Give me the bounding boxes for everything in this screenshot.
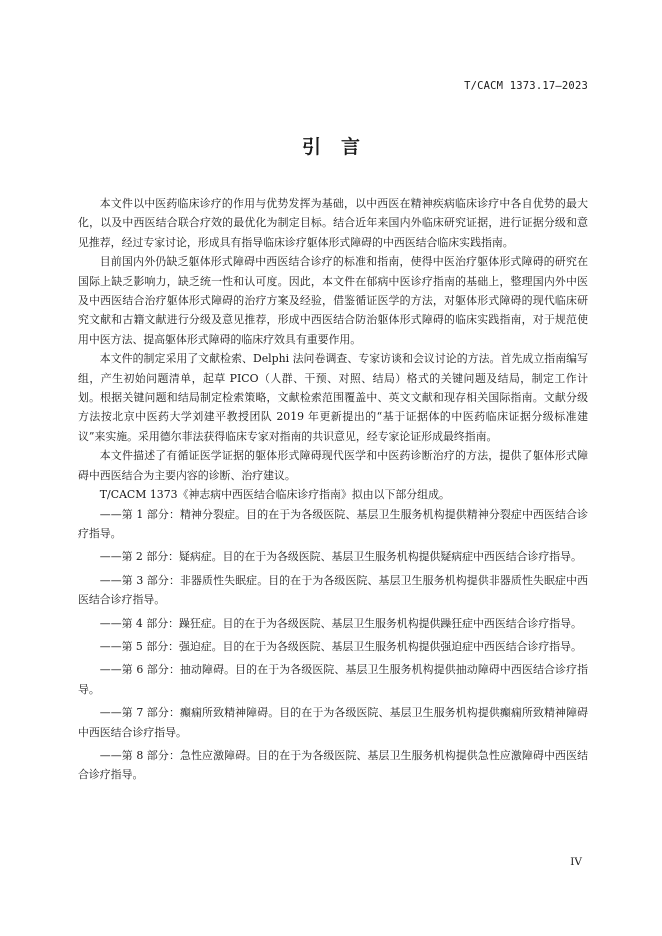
page-title: 引言 bbox=[301, 136, 380, 158]
list-item: ——第 1 部分：精神分裂症。目的在于为各级医院、基层卫生服务机构提供精神分裂症中西医结合诊疗指导。 bbox=[78, 507, 588, 540]
paragraph: 本文件描述了有循证医学证据的躯体形式障碍现代医学和中医药诊断治疗的方法，提供了躯体形式障碍中西医结合为主要内容的诊断、治疗建议。 bbox=[78, 449, 588, 482]
list-item: ——第 5 部分：强迫症。目的在于为各级医院、基层卫生服务机构提供强迫症中西医结合诊疗指导。 bbox=[99, 639, 582, 653]
list-item: ——第 3 部分：非器质性失眠症。目的在于为各级医院、基层卫生服务机构提供非器质性失眠症中西医结合诊疗指导。 bbox=[78, 573, 588, 607]
page-number: IV bbox=[570, 856, 582, 868]
document-code: T/CACM 1373.17—2023 bbox=[464, 80, 588, 92]
list-item: ——第 8 部分：急性应激障碍。目的在于为各级医院、基层卫生服务机构提供急性应激障碍中西医结合诊疗指导。 bbox=[78, 748, 588, 782]
list-item: ——第 2 部分：疑病症。目的在于为各级医院、基层卫生服务机构提供疑病症中西医结合诊疗指导。 bbox=[99, 550, 582, 564]
paragraph: T/CACM 1373《神志病中西医结合临床诊疗指南》拟由以下部分组成。 bbox=[99, 488, 450, 502]
list-item: ——第 4 部分：躁狂症。目的在于为各级医院、基层卫生服务机构提供躁狂症中西医结合诊疗指导。 bbox=[99, 616, 582, 630]
paragraph: 本文件的制定采用了文献检索、Delphi 法问卷调查、专家访谈和会议讨论的方法。首先成立指南编写组，产生初始问题清单，起草 PICO（人群、干预、对照、结局）格式的关键问题及结局，制定工作计划。根据关键问题和结局制定检索策略，文献检索范围覆盖中、英文文献和现存相关国际指南。文献分级方法按北京中医药大学刘建平教授团队 2019 年更新提出的“基于证据体的中医药临床证据分级标准建议”来实施。采用德尔菲法获得临床专家对指南的共识意见，经专家论证形成最终指南。 bbox=[78, 352, 588, 443]
paragraph: 目前国内外仍缺乏躯体形式障碍中西医结合诊疗的标准和指南，使得中医治疗躯体形式障碍的研究在国际上缺乏影响力，缺乏统一性和认可度。因此，本文件在郁病中医诊疗指南的基础上，整理国内外中医及中西医结合治疗躯体形式障碍的治疗方案及经验，借鉴循证医学的方法，对躯体形式障碍的现代临床研究文献和古籍文献进行分级及意见推荐，形成中西医结合防治躯体形式障碍的临床实践指南，对于规范使用中医方法、提高躯体形式障碍的临床疗效具有重要作用。 bbox=[78, 255, 588, 346]
document-body bbox=[78, 194, 588, 789]
parts-list bbox=[78, 505, 588, 785]
paragraph: 本文件以中医药临床诊疗的作用与优势发挥为基础，以中西医在精神疾病临床诊疗中各自优势的最大化，以及中西医结合联合疗效的最优化为制定目标。结合近年来国内外临床研究证据，进行证据分级和意见推荐，经过专家讨论，形成具有指导临床诊疗躯体形式障碍的中西医结合临床实践指南。 bbox=[78, 197, 588, 249]
list-item: ——第 7 部分：癫痫所致精神障碍。目的在于为各级医院、基层卫生服务机构提供癫痫所致精神障碍中西医结合诊疗指导。 bbox=[78, 706, 588, 739]
list-item: ——第 6 部分：抽动障碍。目的在于为各级医院、基层卫生服务机构提供抽动障碍中西医结合诊疗指导。 bbox=[78, 663, 588, 696]
